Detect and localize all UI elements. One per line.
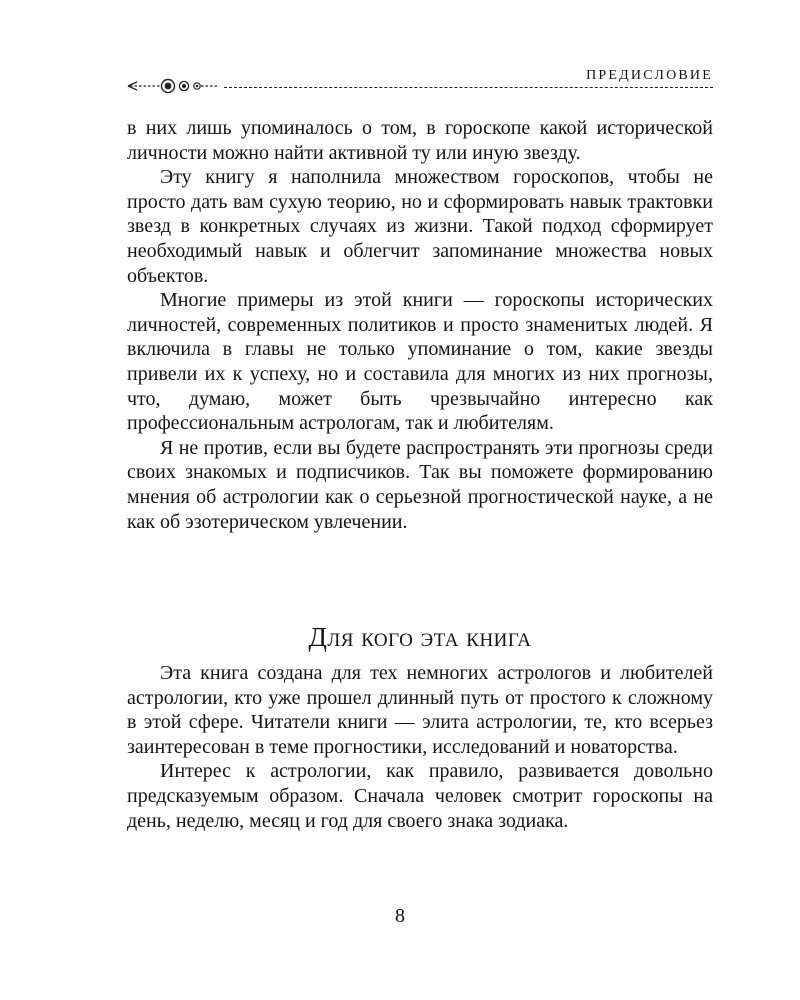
ornament-icon xyxy=(126,78,218,94)
paragraph: в них лишь упоминалось о том, в гороскопе какой исторической личности можно найти активной ту или иную звезду. xyxy=(127,117,713,164)
paragraph: Эту книгу я наполнила множеством гороскопов, чтобы не просто дать вам сухую теорию, но и сформировать навык трактовки звезд в конкретных случаях из жизни. Такой подход сформирует необходимый навык и облегчит запоминание множества новых объектов. xyxy=(127,166,713,287)
paragraph: Интерес к астрологии, как правило, развивается довольно предсказуемым образом. Сначала человек смотрит гороскопы на день, неделю, месяц и год для своего знака зодиака. xyxy=(127,760,713,832)
text-block-audience xyxy=(127,661,713,833)
paragraph: Многие примеры из этой книги — гороскопы исторических личностей, современных политиков и просто знаменитых людей. Я включила в главы не только упоминание о том, какие звезды привели их к успеху, но и составила для многих из них прогнозы, что, думаю, может быть чрезвычайно интересно как профессиональным астрологам, так и любителям. xyxy=(127,289,713,435)
section-heading: Для кого эта книга xyxy=(308,622,532,652)
header-rule xyxy=(224,87,713,88)
text-block-intro xyxy=(127,116,713,534)
paragraph: Я не против, если вы будете распространять эти прогнозы среди своих знакомых и подписчиков. Так вы поможете формированию мнения об астрологии как о серьезной прогностической науке, а не как об эзотерическом увлечении. xyxy=(127,436,713,533)
page-number: 8 xyxy=(395,905,405,927)
paragraph: Эта книга создана для тех немногих астрологов и любителей астрологии, кто уже прошел длинный путь от простого к сложному в этой сфере. Читатели книги — элита астрологии, те, кто всерьез заинтересован в теме прогностики, исследований и новаторства. xyxy=(127,662,713,758)
running-head xyxy=(126,66,713,96)
running-head-title: ПРЕДИСЛОВИЕ xyxy=(586,68,713,83)
